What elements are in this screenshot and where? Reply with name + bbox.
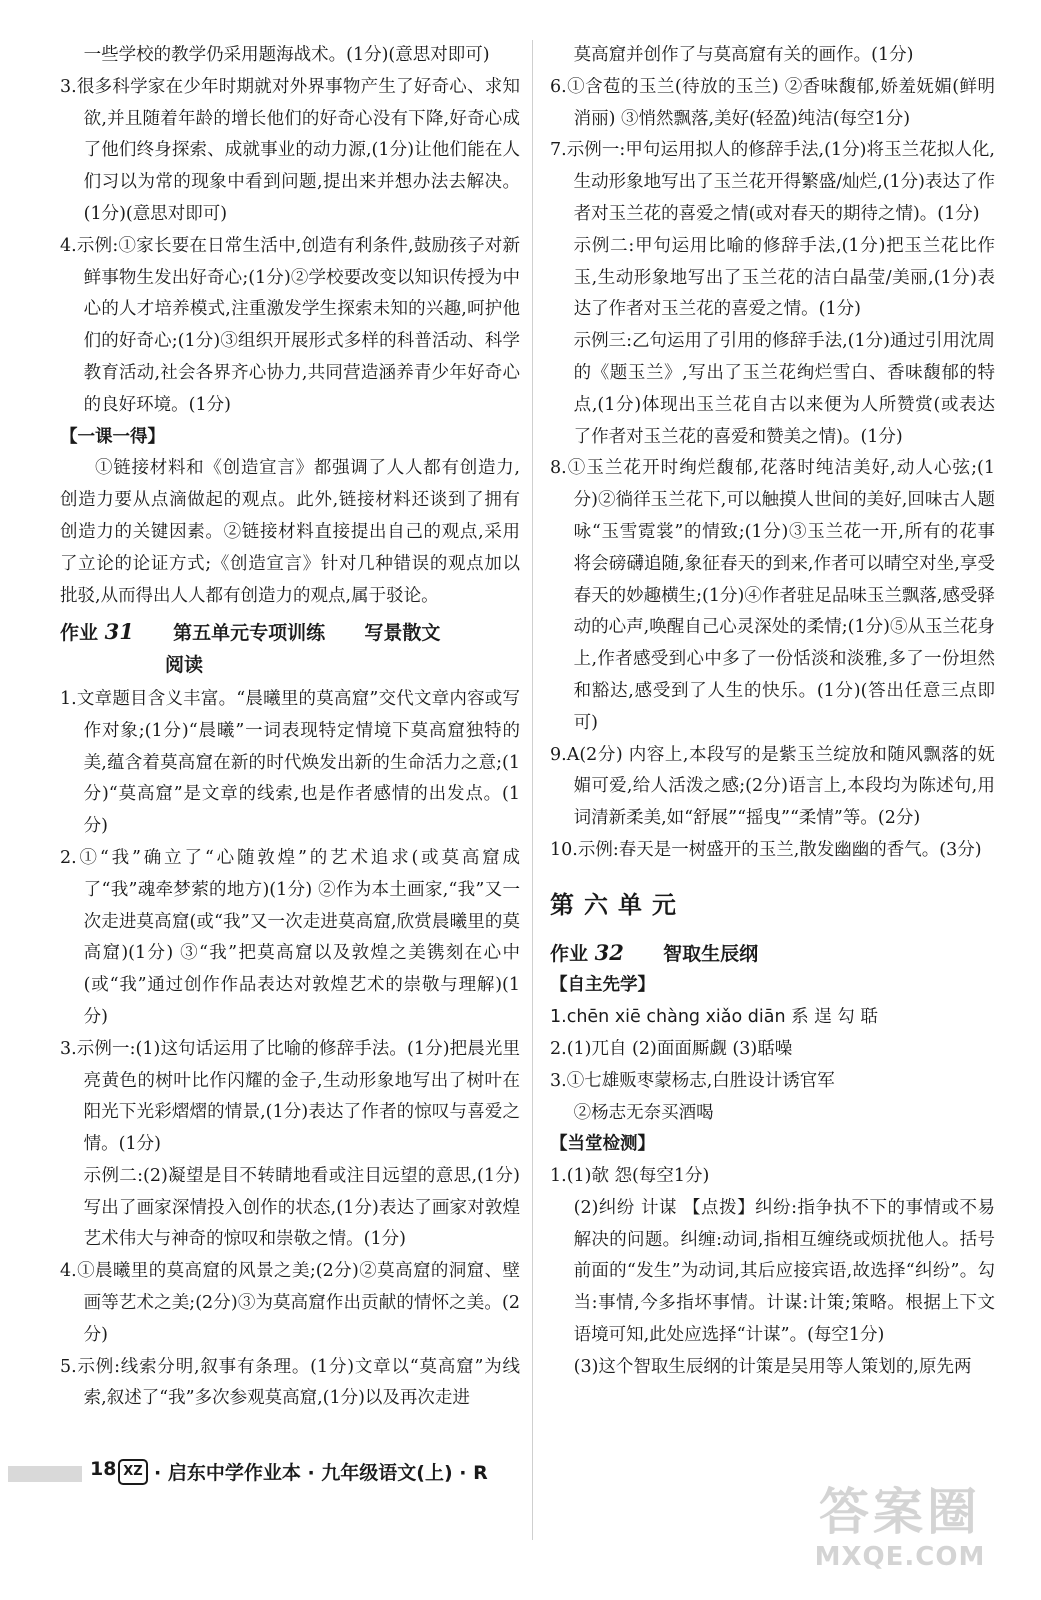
left-column bbox=[60, 40, 520, 1415]
answer-4b: 4.①晨曦里的莫高窟的风景之美;(2分)②莫高窟的洞窟、壁画等艺术之美;(2分)③为莫高窟作出贡献的情怀之美。(2分) bbox=[60, 1261, 520, 1345]
answer-text: 莫高窟并创作了与莫高窟有关的画作。(1分) bbox=[573, 45, 914, 65]
answer-3-example-1: 3.示例一:(1)这句话运用了比喻的修辞手法。(1分)把晨光里亮黄色的树叶比作闪耀的金子,生动形象地写出了树叶在阳光下光彩熠熠的情景,(1分)表达了作者的惊叹与喜爱之情。(1分) bbox=[60, 1038, 520, 1155]
answer-6: 6.①含苞的玉兰(待放的玉兰) ②香味馥郁,娇羞妩媚(鲜明消丽) ③悄然飘落,美好(轻盈)纯洁(每空1分) bbox=[550, 76, 995, 129]
section-tag-zizhu: 【自主先学】 bbox=[550, 975, 655, 996]
right-column bbox=[550, 40, 995, 1384]
answer-3: 3.很多科学家在少年时期就对外界事物产生了好奇心、求知欲,并且随着年龄的增长他们的好奇心没有下降,好奇心成了他们终身探索、成就事业的动力源,(1分)让他们能在人们习以为常的现象中看到问题,提出来并想办法去解决。(1分)(意思对即可) bbox=[60, 76, 520, 224]
zizhu-3b: ②杨志无奈买酒喝 bbox=[573, 1102, 714, 1123]
dangtang-1: 1.(1)欹 怨(每空1分) bbox=[550, 1166, 710, 1187]
watermark-logo: 答案圈 bbox=[819, 1483, 981, 1541]
watermark-url: MXQE.COM bbox=[814, 1542, 986, 1572]
homework-label: 作业 bbox=[60, 622, 99, 645]
answer-4: 4.示例:①家长要在日常生活中,创造有利条件,鼓励孩子对新鲜事物生发出好奇心;(1分)②学校要改变以知识传授为中心的人才培养模式,注重激发学生探索未知的兴趣,呵护他们的好奇心;(1分)③组织开展形式多样的科普活动、科学教育活动,社会各界齐心协力,共同营造涵养青少年好奇心的良好环境。(1分) bbox=[60, 235, 520, 415]
homework-32-heading bbox=[550, 937, 995, 971]
book-title: · 启东中学作业本 · 九年级语文(上) · R bbox=[154, 1462, 488, 1484]
homework-subtitle: 写景散文 bbox=[364, 622, 441, 645]
answer-10: 10.示例:春天是一树盛开的玉兰,散发幽幽的香气。(3分) bbox=[550, 839, 982, 860]
answer-7-example-1: 7.示例一:甲句运用拟人的修辞手法,(1分)将玉兰花拟人化,生动形象地写出了玉兰花开得繁盛/灿烂,(1分)表达了作者对玉兰花的喜爱之情(或对春天的期待之情)。(1分) bbox=[550, 140, 995, 224]
publisher-logo: XZ bbox=[118, 1459, 148, 1485]
homework-number: 32 bbox=[594, 939, 624, 965]
answer-5: 5.示例:线索分明,叙事有条理。(1分)文章以“莫高窟”为线索,叙述了“我”多次参观莫高窟,(1分)以及再次走进 bbox=[60, 1356, 520, 1409]
answer-9: 9.A(2分) 内容上,本段写的是紫玉兰绽放和随风飘落的妩媚可爱,给人活泼之感;(2分)语言上,本段均为陈述句,用词清新柔美,如“舒展”“摇曳”“柔情”等。(2分) bbox=[550, 744, 995, 829]
homework-title: 第五单元专项训练 bbox=[173, 622, 326, 645]
yike-paragraph: ①链接材料和《创造宣言》都强调了人人都有创造力,创造力要从点滴做起的观点。此外,链接材料还谈到了拥有创造力的关键因素。②链接材料直接提出自己的观点,采用了立论的论证方式;《创造宣言》针对几种错误的观点加以批驳,从而得出人人都有创造力的观点,属于驳论。 bbox=[60, 458, 520, 606]
footer-bar bbox=[8, 1466, 82, 1482]
homework-31-heading bbox=[60, 616, 520, 650]
watermark bbox=[800, 1482, 1000, 1582]
homework-subtitle-cont: 阅读 bbox=[165, 654, 204, 677]
zizhu-3: 3.①七雄贩枣蒙杨志,白胜设计诱官军 bbox=[550, 1070, 835, 1091]
dangtang-1-3: (3)这个智取生辰纲的计策是吴用等人策划的,原先两 bbox=[573, 1356, 972, 1377]
homework-title: 智取生辰纲 bbox=[663, 942, 759, 965]
answer-8: 8.①玉兰花开时绚烂馥郁,花落时纯洁美好,动人心弦;(1分)②徜徉玉兰花下,可以触摸人世间的美好,回味古人题咏“玉雪霓裳”的情致;(1分)③玉兰花一开,所有的花事将会磅礴追随,象征春天的到来,作者可以晴空对坐,享受春天的妙趣横生;(1分)④作者驻足品味玉兰飘落,感受驿动的心声,唤醒自己心灵深处的柔情;(1分)⑤从玉兰花身上,作者感受到心中多了一份恬淡和淡雅,多了一份坦然和豁达,感受到了人生的快乐。(1分)(答出任意三点即可) bbox=[550, 458, 995, 733]
answer-1: 1.文章题目含义丰富。“晨曦里的莫高窟”交代文章内容或写作对象;(1分)“晨曦”一词表现特定情境下莫高窟独特的美,蕴含着莫高窟在新的时代焕发出新的生命活力之意;(1分)“莫高窟”是文章的线索,也是作者感情的出发点。(1分) bbox=[60, 688, 520, 837]
homework-number: 31 bbox=[104, 619, 134, 645]
column-divider bbox=[532, 40, 533, 1540]
answer-text: 一些学校的教学仍采用题海战术。(1分)(意思对即可) bbox=[83, 45, 490, 65]
page-number: 18 bbox=[90, 1458, 117, 1480]
answer-3-example-2: 示例二:(2)凝望是目不转睛地看或注目远望的意思,(1分)写出了画家深情投入创作的状态,(1分)表达了画家对敦煌艺术伟大与神奇的惊叹和崇敬之情。(1分) bbox=[83, 1165, 520, 1250]
homework-label: 作业 bbox=[550, 942, 589, 965]
answer-7-example-2: 示例二:甲句运用比喻的修辞手法,(1分)把玉兰花比作玉,生动形象地写出了玉兰花的洁白晶莹/美丽,(1分)表达了作者对玉兰花的喜爱之情。(1分) bbox=[573, 235, 995, 320]
section-tag-dangtang: 【当堂检测】 bbox=[550, 1134, 655, 1155]
dangtang-1-2: (2)纠纷 计谋 【点拨】纠纷:指争执不下的事情或不易解决的问题。纠缠:动词,指相互缠绕或烦扰他人。括号前面的“发生”为动词,其后应接宾语,故选择“纠纷”。勾当:事情,今多指坏事情。计谋:计策;策略。根据上下文语境可知,此处应选择“计谋”。(每空1分) bbox=[573, 1197, 995, 1346]
zizhu-2: 2.(1)兀自 (2)面面厮觑 (3)聒噪 bbox=[550, 1038, 793, 1059]
answer-2: 2.①“我”确立了“心随敦煌”的艺术追求(或莫高窟成了“我”魂牵梦萦的地方)(1分) ②作为本土画家,“我”又一次走进莫高窟(或“我”又一次走进莫高窟,欣赏晨曦里的莫高窟)(1分) ③“我”把莫高窟以及敦煌之美镌刻在心中(或“我”通过创作作品表达对敦煌艺术的崇敬与理解)(1分) bbox=[60, 847, 520, 1027]
answer-7-example-3: 示例三:乙句运用了引用的修辞手法,(1分)通过引用沈周的《题玉兰》,写出了玉兰花绚烂雪白、香味馥郁的特点,(1分)体现出玉兰花自古以来便为人所赞赏(或表达了作者对玉兰花的喜爱和赞美之情)。(1分) bbox=[573, 331, 995, 447]
section-tag-yike: 【一课一得】 bbox=[60, 426, 165, 447]
zizhu-1: 1.chēn xiē chàng xiǎo diān 系 逞 勾 聒 bbox=[550, 1007, 878, 1028]
unit-heading: 第六单元 bbox=[550, 889, 686, 919]
